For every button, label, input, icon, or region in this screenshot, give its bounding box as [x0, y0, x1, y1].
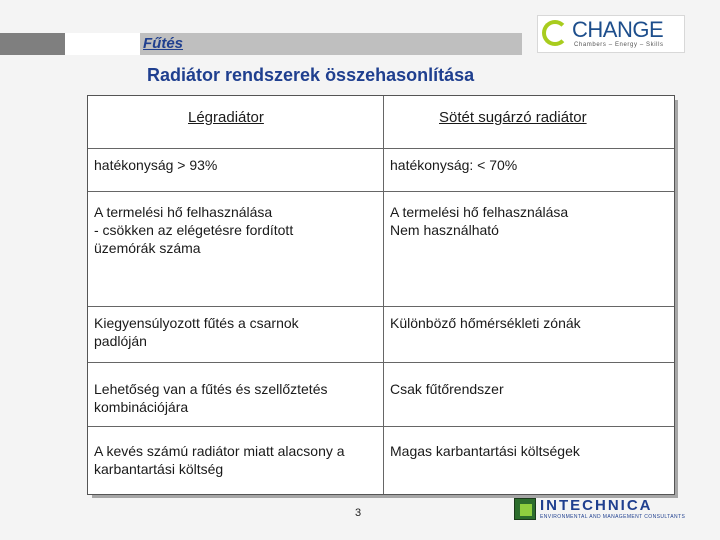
table-cell: Csak fűtőrendszer — [390, 381, 504, 397]
page-number: 3 — [355, 507, 362, 519]
section-title: Fűtés — [143, 35, 184, 52]
table-cell: Kiegyensúlyozott fűtés a csarnok padlóján — [94, 315, 299, 349]
table-cell: hatékonyság > 93% — [94, 157, 218, 173]
table-cell: hatékonyság: < 70% — [390, 157, 518, 173]
intechnica-logo-subtitle: ENVIRONMENTAL AND MANAGEMENT CONSULTANTS — [540, 514, 686, 520]
table-row-divider — [88, 148, 674, 149]
table-header-air-radiator: Légradiátor — [188, 109, 264, 126]
change-logo — [537, 15, 685, 53]
table-cell: Különböző hőmérsékleti zónák — [390, 315, 581, 331]
header-bar-accent — [0, 33, 65, 55]
change-logo-ring-icon — [542, 20, 568, 46]
table-cell: A termelési hő felhasználása - csökken az elégetésre fordított üzemórák száma — [94, 204, 294, 256]
comparison-table — [87, 95, 675, 495]
change-logo-text: CHANGE — [572, 17, 664, 42]
intechnica-logo-text: INTECHNICA — [540, 497, 653, 514]
header-bar-gap — [65, 33, 140, 55]
table-header-dark-radiator: Sötét sugárzó radiátor — [439, 109, 587, 126]
table-column-divider — [383, 96, 384, 494]
intechnica-logo — [514, 498, 690, 522]
table-cell: A kevés számú radiátor miatt alacsony a karbantartási költség — [94, 443, 345, 477]
table-row-divider — [88, 306, 674, 307]
table-row-divider — [88, 426, 674, 427]
table-row-divider — [88, 191, 674, 192]
change-logo-subtitle: Chambers – Energy – Skills — [574, 42, 664, 48]
table-cell: Lehetőség van a fűtés és szellőztetés kombinációjára — [94, 381, 328, 415]
page-title: Radiátor rendszerek összehasonlítása — [147, 65, 475, 85]
table-cell: Magas karbantartási költségek — [390, 443, 580, 459]
intechnica-logo-icon — [514, 498, 536, 520]
table-row-divider — [88, 362, 674, 363]
table-cell: A termelési hő felhasználása Nem használható — [390, 204, 569, 238]
